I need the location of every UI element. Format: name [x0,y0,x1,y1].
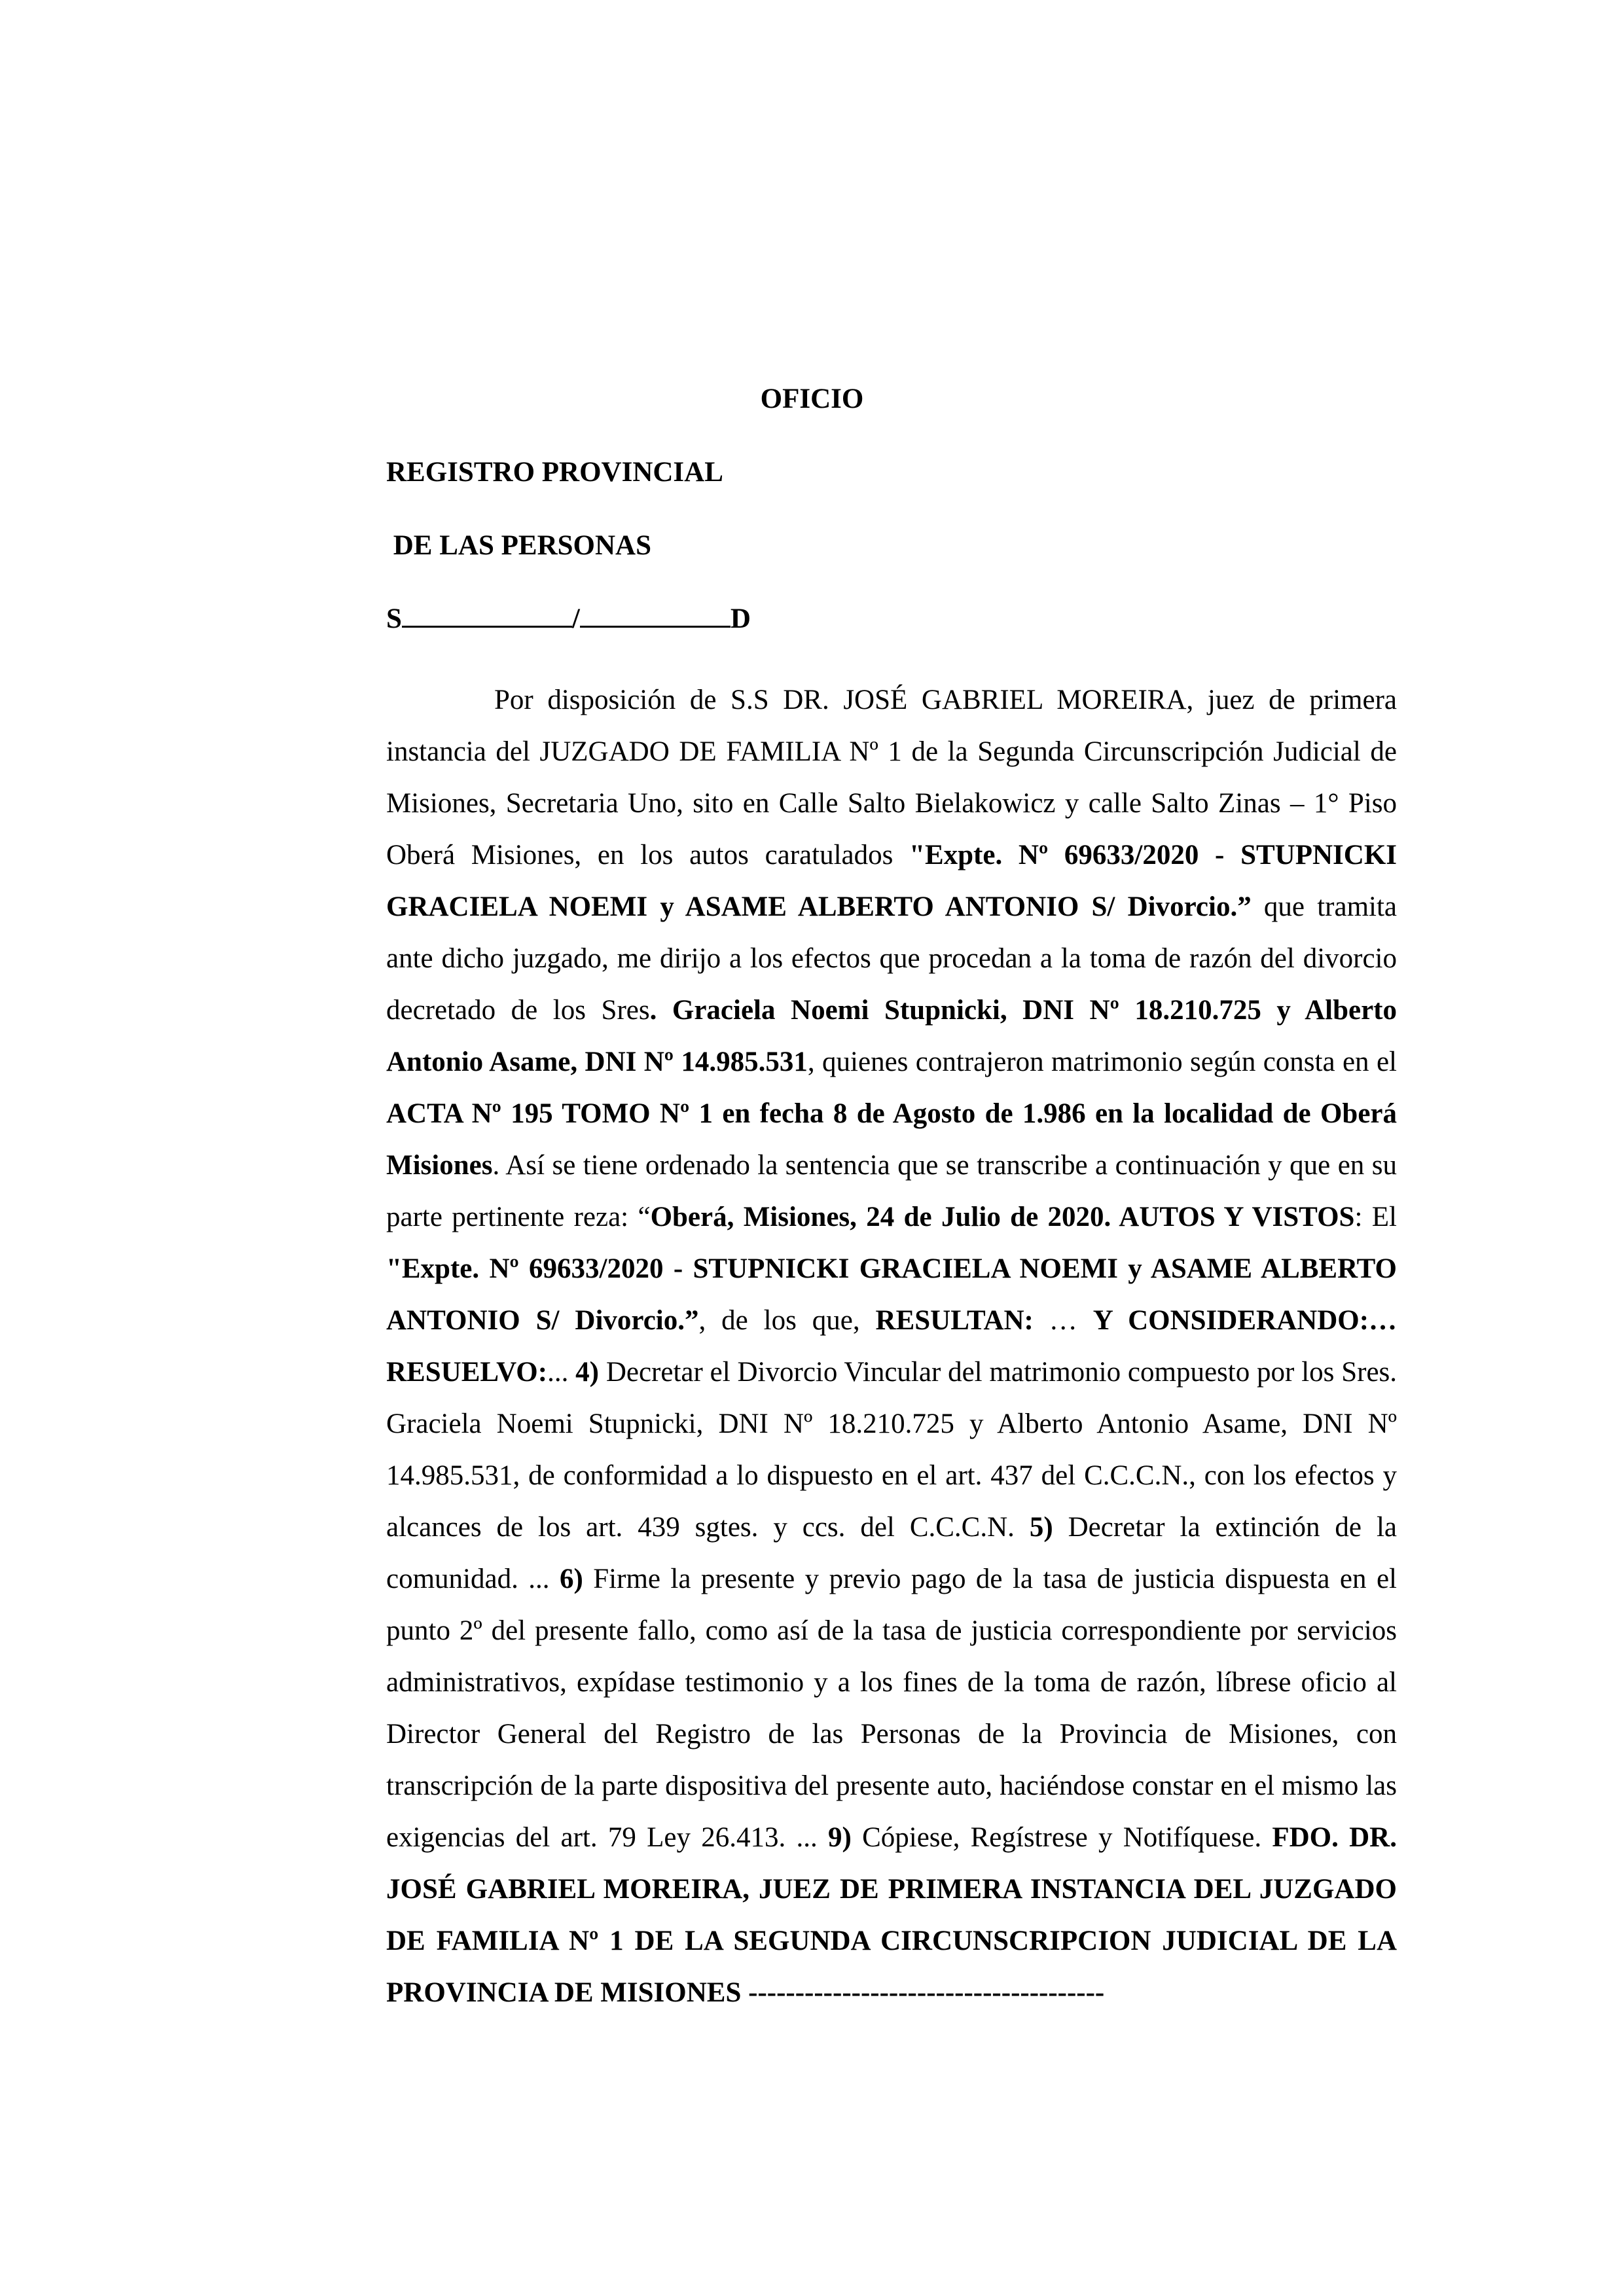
body-text-3: , quienes contrajeron matrimonio según consta en el [807,1047,1397,1077]
sd-suffix: D [730,603,751,634]
body-text-10: Decretar la extinción de la comunidad. ... [386,1512,1397,1594]
addressee-line-1: REGISTRO PROVINCIAL [386,457,723,488]
addressee-line-2: DE LAS PERSONAS [386,530,652,561]
sd-line [386,600,751,639]
body-bold-5: "Expte. Nº 69633/2020 - STUPNICKI GRACIELA NOEMI y ASAME ALBERTO ANTONIO S/ Divorcio.” [386,1253,1397,1336]
body-text-5: : El [1354,1202,1397,1232]
body-text-1: Por disposición de S.S DR. JOSÉ GABRIEL MOREIRA, juez de primera instancia del JUZGADO DE FAMILIA Nº 1 de la Segunda Circunscripción Judicial de Misiones, Secretaria Uno, sito en Calle Salto Bielakowicz y calle Salto Zinas – 1° Piso Oberá Misiones, en los autos caratulados [386,685,1397,870]
body-bold-4: Oberá, Misiones, 24 de Julio de 2020. AUTOS Y VISTOS [650,1202,1355,1232]
body-bold-9: 5) [1029,1512,1053,1543]
body-bold-3: ACTA Nº 195 TOMO Nº 1 en fecha 8 de Agosto de 1.986 en la localidad de Oberá Misiones [386,1098,1397,1181]
document-title: OFICIO [760,384,864,414]
body-text-8: ... [547,1357,576,1388]
sd-blank-1 [402,600,572,628]
body-text-12: Cópiese, Regístrese y Notifíquese. [851,1822,1272,1853]
sd-separator: / [571,603,580,634]
body-text-9: Decretar el Divorcio Vincular del matrimonio compuesto por los Sres. Graciela Noemi Stupnicki, DNI Nº 18.210.725 y Alberto Antonio Asame, DNI Nº 14.985.531, de conformidad a lo dispuesto en el art. 437 del C.C.C.N., con los efectos y alcances de los art. 439 sgtes. y ccs. del C.C.C.N. [386,1357,1398,1543]
body-bold-2: . Graciela Noemi Stupnicki, DNI Nº 18.210.725 y Alberto Antonio Asame, DNI Nº 14.985.531 [386,995,1397,1077]
sd-prefix: S [386,603,402,634]
body-text-2: que tramita ante dicho juzgado, me dirijo a los efectos que procedan a la toma de razón del divorcio decretado de los Sres [386,891,1397,1026]
body-text-4: . Así se tiene ordenado la sentencia que se transcribe a continuación y que en su parte pertinente reza: “ [386,1150,1397,1232]
body-bold-10: 6) [559,1564,583,1594]
body-bold-1: "Expte. Nº 69633/2020 - STUPNICKI GRACIELA NOEMI y ASAME ALBERTO ANTONIO S/ Divorcio.” [386,840,1397,922]
body-bold-7: Y CONSIDERANDO:… RESUELVO: [386,1305,1398,1388]
body-bold-8: 4) [575,1357,599,1388]
sd-blank-2 [580,600,731,628]
body-bold-11: 9) [827,1822,852,1853]
body-bold-6: RESULTAN: [875,1305,1034,1336]
signature-block: FDO. DR. JOSÉ GABRIEL MOREIRA, JUEZ DE PRIMERA INSTANCIA DEL JUZGADO DE FAMILIA Nº 1 DE LA SEGUNDA CIRCUNSCRIPCION JUDICIAL DE LA PROVINCIA DE MISIONES -------------------------------------- [386,1822,1397,2008]
body-text-6: , de los que, [698,1305,876,1336]
body-text-11: Firme la presente y previo pago de la tasa de justicia dispuesta en el punto 2º del presente fallo, como así de la tasa de justicia correspondiente por servicios administrativos, expídase testimonio y a los fines de la toma de razón, líbrese oficio al Director General del Registro de las Personas de la Provincia de Misiones, con transcripción de la parte dispositiva del presente auto, haciéndose constar en el mismo las exigencias del art. 79 Ley 26.413. ... [386,1564,1397,1853]
body-text-7: … [1033,1305,1093,1336]
body-paragraph [386,674,1397,2018]
